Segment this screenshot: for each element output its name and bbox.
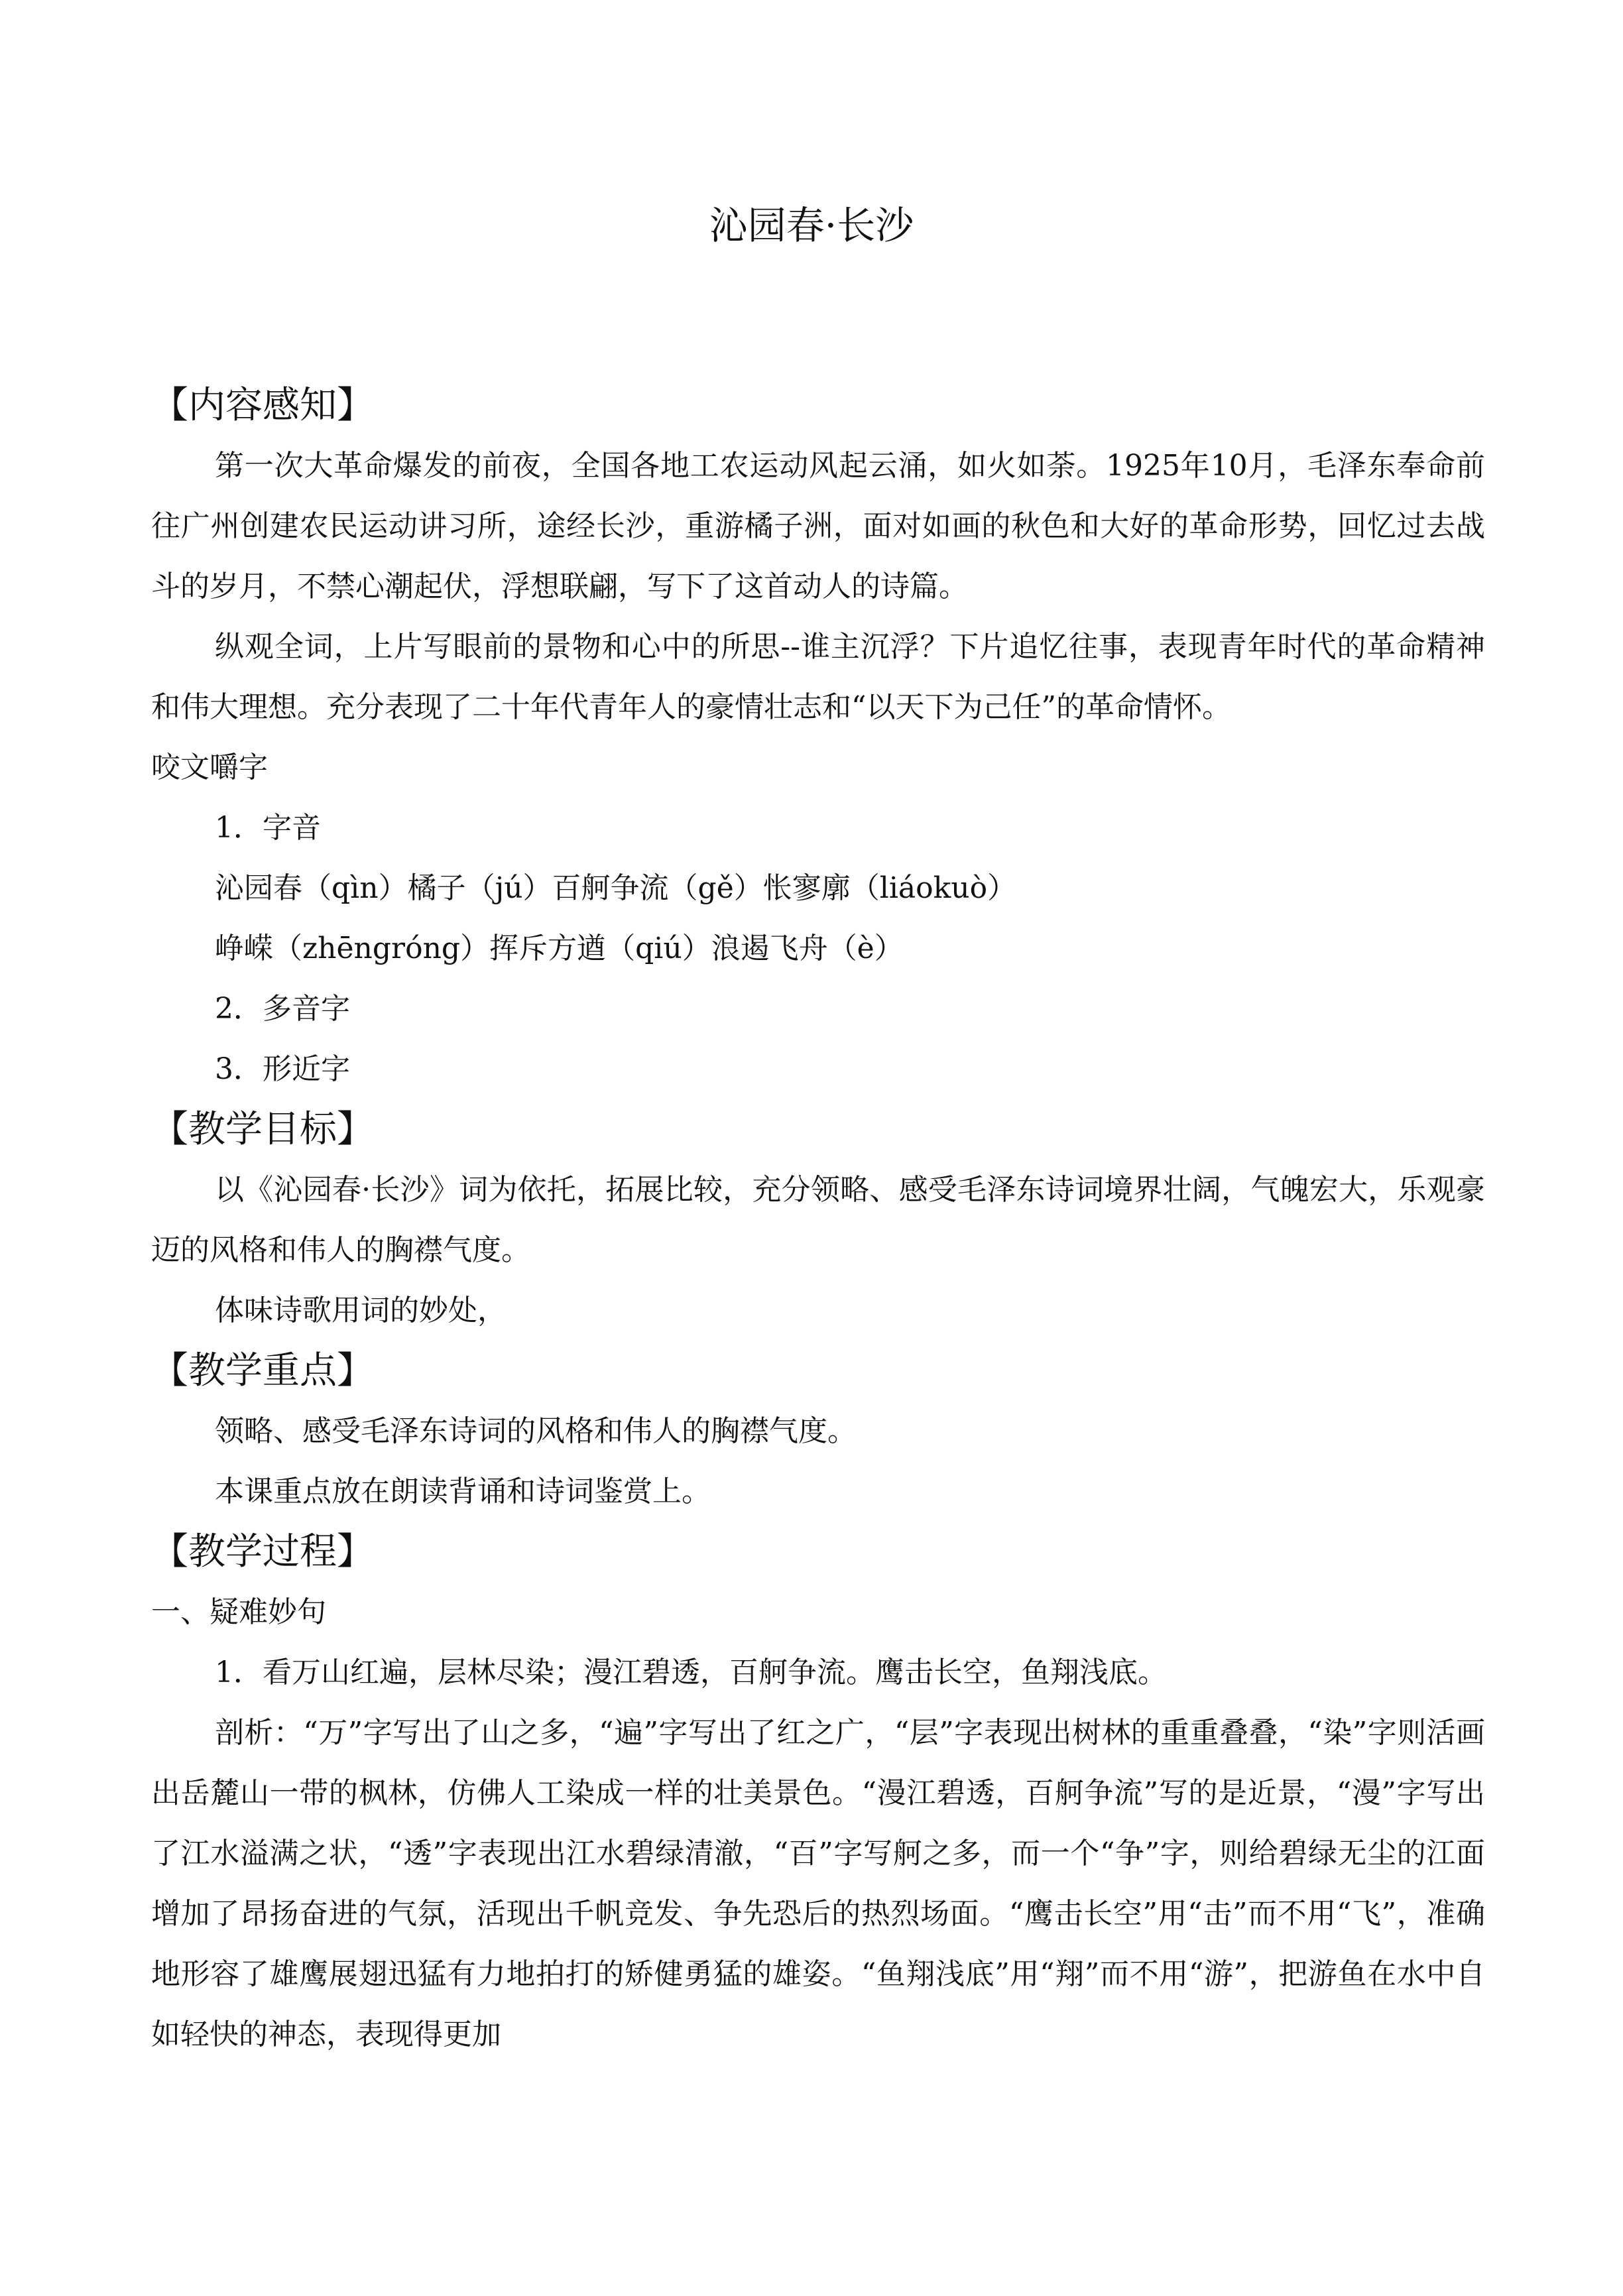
- goals-paragraph-1: 以《沁园春·长沙》词为依托，拓展比较，充分领略、感受毛泽东诗词境界壮阔，气魄宏大，乐观豪迈的风格和伟人的胸襟气度。: [151, 1173, 1485, 1267]
- list-item-similar-chars: 3．形近字: [215, 1052, 350, 1086]
- document-body: [151, 375, 1485, 2065]
- focus-paragraph-2: 本课重点放在朗读背诵和诗词鉴赏上。: [215, 1475, 711, 1508]
- section-heading-process: 【教学过程】: [151, 1530, 374, 1573]
- section-heading-perception: 【内容感知】: [151, 384, 374, 427]
- process-quote-line-1: 1．看万山红遍，层林尽染；漫江碧透，百舸争流。鹰击长空，鱼翔浅底。: [215, 1656, 1167, 1689]
- pronunciation-line-2: 峥嵘（zhēngróng）挥斥方遒（qiú）浪遏飞舟（è）: [215, 932, 904, 965]
- section-heading-focus: 【教学重点】: [151, 1349, 374, 1392]
- document-title: 沁园春·长沙: [709, 203, 914, 248]
- process-analysis-paragraph: 剖析：“万”字写出了山之多，“遍”字写出了红之广，“层”字表现出树林的重重叠叠，“染”字则活画出岳麓山一带的枫林，仿佛人工染成一样的壮美景色。“漫江碧透，百舸争流”写的是近景，“漫”字写出了江水溢满之状，“透”字表现出江水碧绿清澈，“百”字写舸之多，而一个“争”字，则给碧绿无尘的江面增加了昂扬奋进的气氛，活现出千帆竞发、争先恐后的热烈场面。“鹰击长空”用“击”而不用“飞”，准确地形容了雄鹰展翅迅猛有力地拍打的矫健勇猛的雄姿。“鱼翔浅底”用“翔”而不用“游”，把游鱼在水中自如轻快的神态，表现得更加: [151, 1716, 1485, 2051]
- list-item-polyphones: 2．多音字: [215, 992, 350, 1026]
- focus-paragraph-1: 领略、感受毛泽东诗词的风格和伟人的胸襟气度。: [215, 1414, 857, 1448]
- goals-paragraph-2: 体味诗歌用词的妙处，: [215, 1294, 507, 1327]
- perception-paragraph-2: 纵观全词，上片写眼前的景物和心中的所思--谁主沉浮？下片追忆往事，表现青年时代的革命精神和伟大理想。充分表现了二十年代青年人的豪情壮志和“以天下为己任”的革命情怀。: [151, 630, 1485, 724]
- list-item-pronunciation: 1．字音: [215, 811, 321, 845]
- perception-paragraph-1: 第一次大革命爆发的前夜，全国各地工农运动风起云涌，如火如荼。1925年10月，毛泽东奉命前往广州创建农民运动讲习所，途经长沙，重游橘子洲，面对如画的秋色和大好的革命形势，回忆过去战斗的岁月，不禁心潮起伏，浮想联翩，写下了这首动人的诗篇。: [151, 449, 1485, 603]
- pronunciation-line-1: 沁园春（qìn）橘子（jú）百舸争流（gě）怅寥廓（liáokuò）: [215, 871, 1017, 905]
- process-part-1-heading: 一、疑难妙句: [151, 1595, 326, 1629]
- section-heading-goals: 【教学目标】: [151, 1108, 374, 1151]
- chew-words-label: 咬文嚼字: [151, 751, 268, 784]
